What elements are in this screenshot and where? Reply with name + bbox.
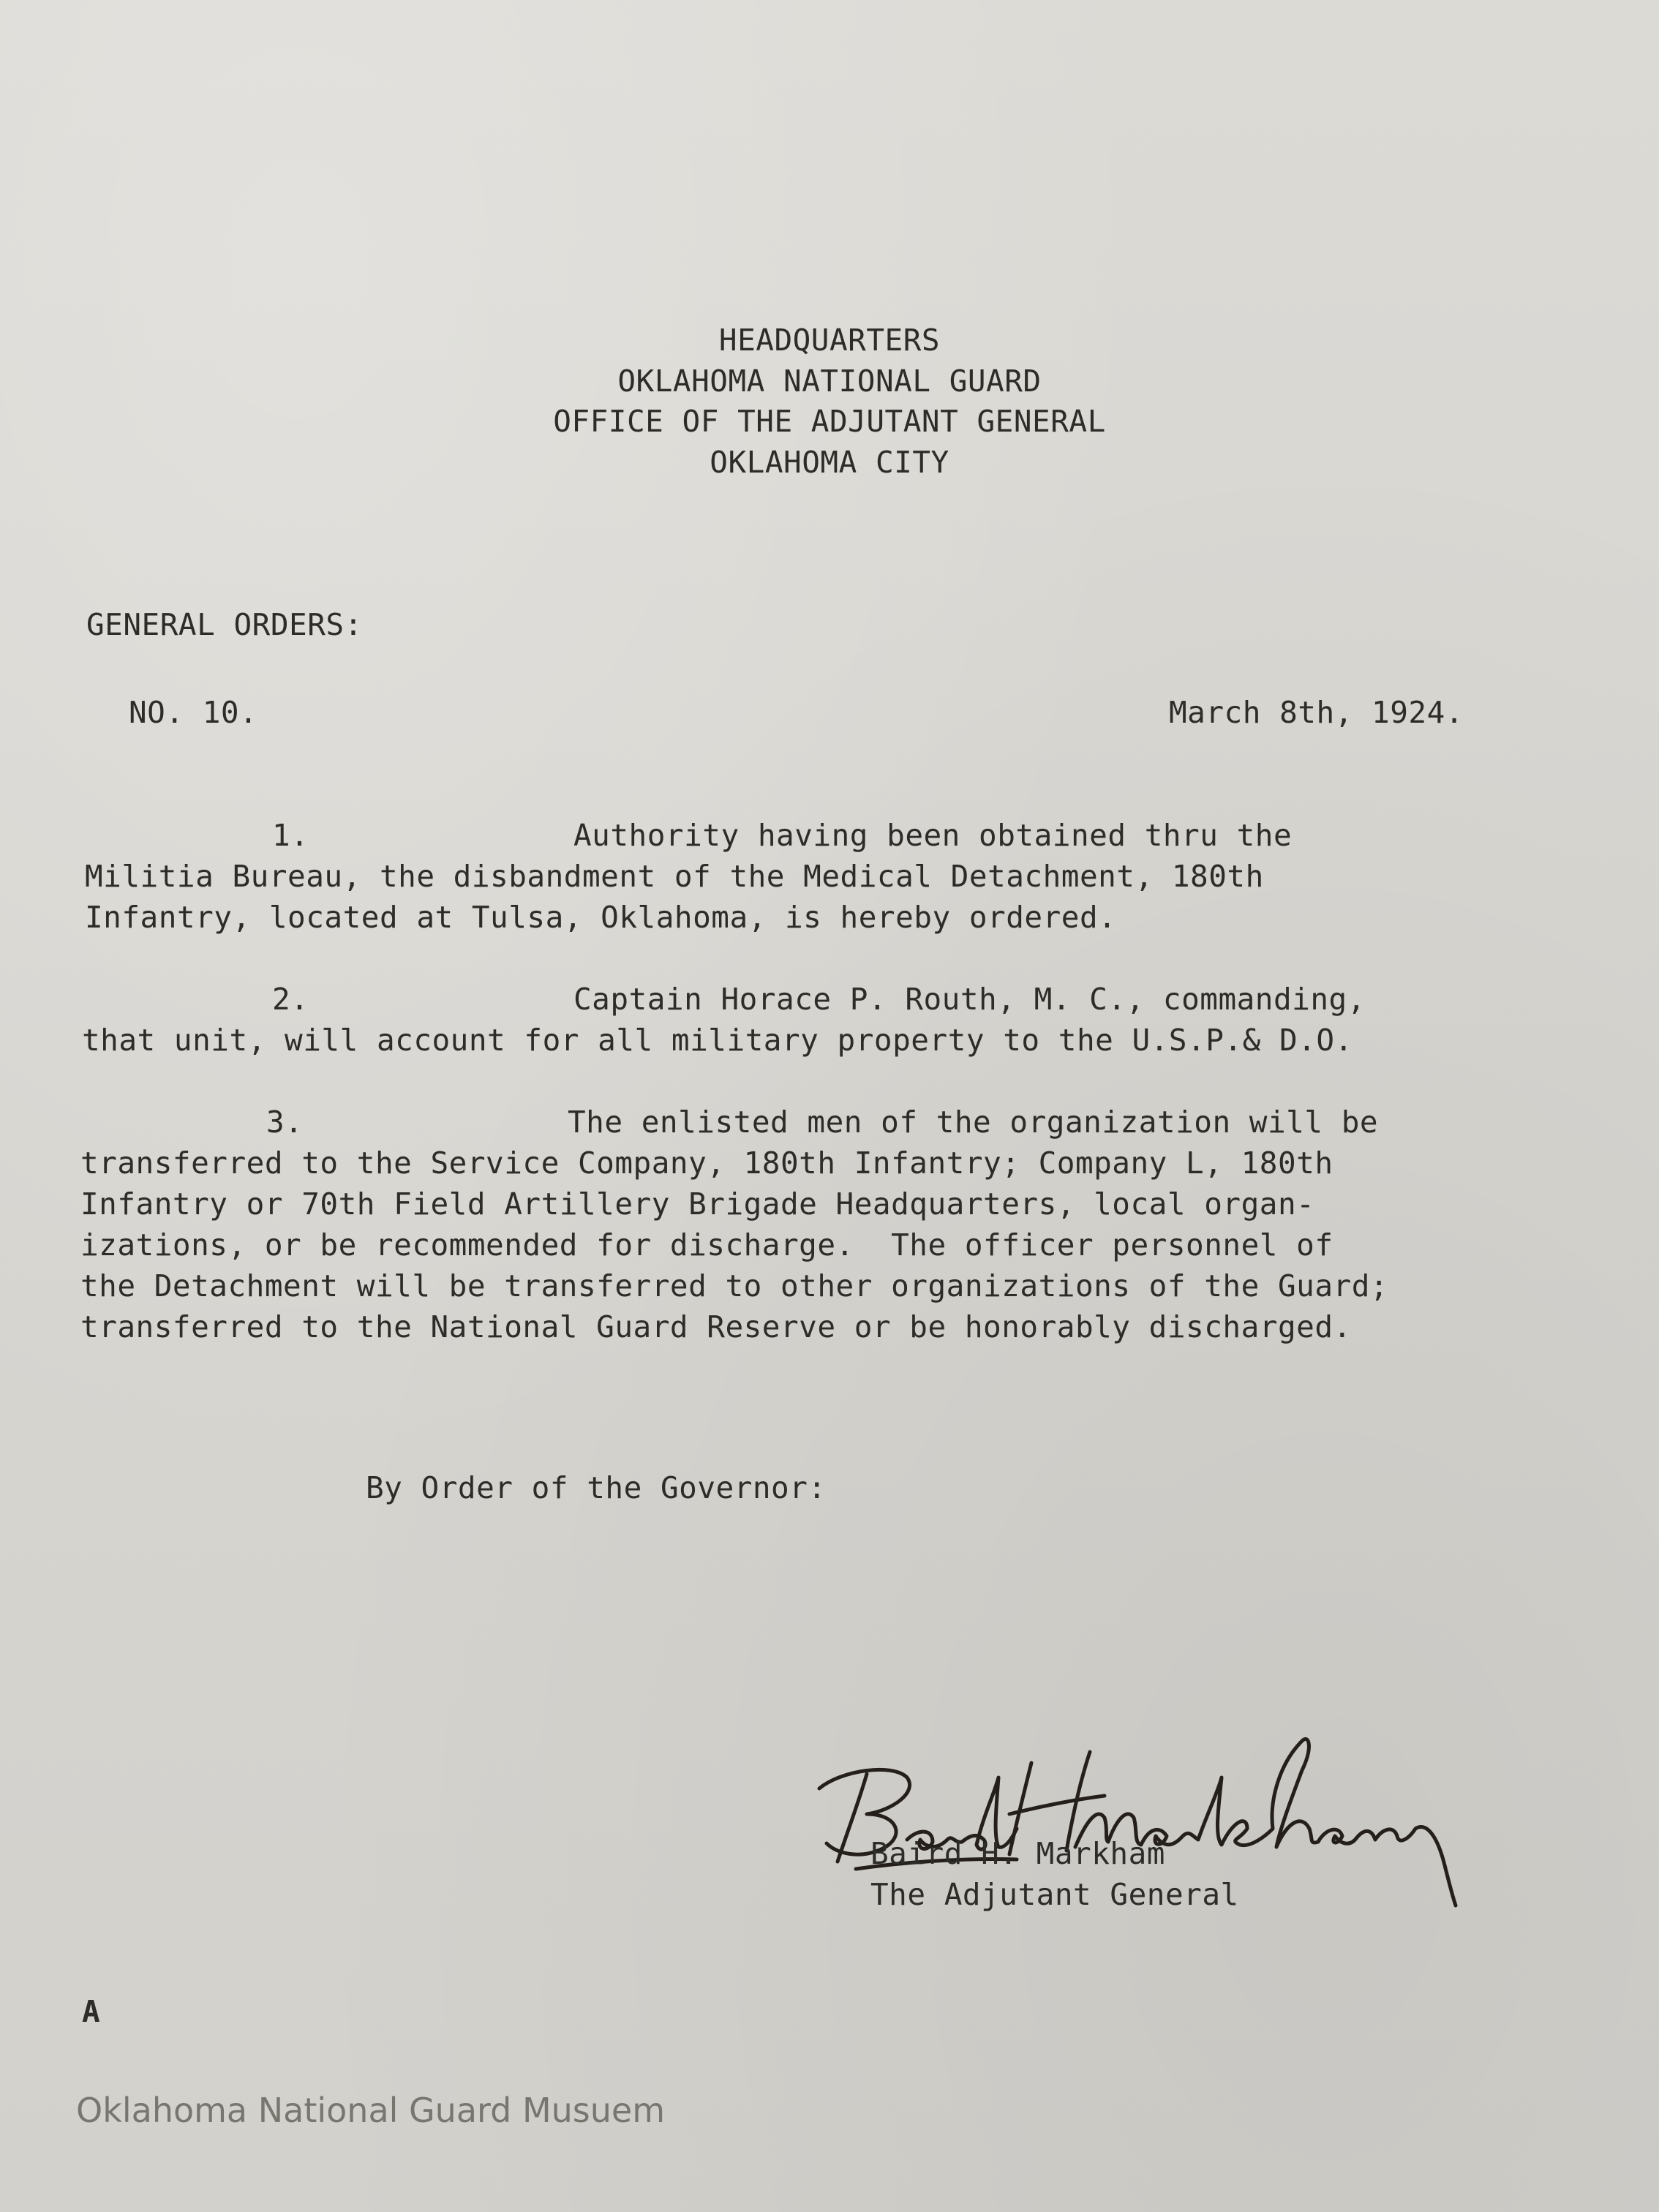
letterhead-line-3: OFFICE OF THE ADJUTANT GENERAL [553, 404, 1106, 439]
letterhead-line-4: OKLAHOMA CITY [710, 445, 949, 480]
paragraph-1-line-2: Militia Bureau, the disbandment of the Medical Detachment, 180th [85, 859, 1264, 894]
letterhead-line-1: HEADQUARTERS [718, 323, 941, 358]
paragraph-3-line-1: The enlisted men of the organization will be [568, 1105, 1379, 1140]
paragraph-3-line-5: the Detachment will be transferred to other organizations of the Guard; [80, 1268, 1389, 1304]
order-date: March 8th, 1924. [1169, 695, 1464, 730]
paragraph-3-line-3: Infantry or 70th Field Artillery Brigade Headquarters, local organ- [80, 1186, 1315, 1222]
typist-initial: A [82, 1994, 101, 2029]
paragraph-2-number: 2. [272, 982, 309, 1017]
signer-title: The Adjutant General [870, 1877, 1239, 1912]
paragraph-3-number: 3. [266, 1105, 304, 1140]
paragraph-1-line-1: Authority having been obtained thru the [573, 818, 1293, 853]
paragraph-1-number: 1. [272, 818, 309, 853]
paragraph-3-line-4: izations, or be recommended for discharge. The officer personnel of [80, 1227, 1333, 1263]
paragraph-3-line-2: transferred to the Service Company, 180th Infantry; Company L, 180th [80, 1146, 1333, 1181]
general-orders-heading: GENERAL ORDERS: [86, 607, 363, 642]
paragraph-3-line-6: transferred to the National Guard Reserve or be honorably discharged. [80, 1309, 1352, 1344]
museum-watermark: Oklahoma National Guard Musuem [76, 2091, 666, 2130]
paragraph-2-line-1: Captain Horace P. Routh, M. C., commanding, [573, 982, 1366, 1017]
by-order-line: By Order of the Governor: [366, 1470, 827, 1505]
order-number: NO. 10. [129, 695, 258, 730]
letterhead-line-2: OKLAHOMA NATIONAL GUARD [617, 364, 1042, 399]
paragraph-1-line-3: Infantry, located at Tulsa, Oklahoma, is hereby ordered. [85, 900, 1117, 935]
signer-name: Baird H. Markham [870, 1836, 1165, 1871]
paragraph-2-line-2: that unit, will account for all military property to the U.S.P.& D.O. [82, 1023, 1353, 1058]
